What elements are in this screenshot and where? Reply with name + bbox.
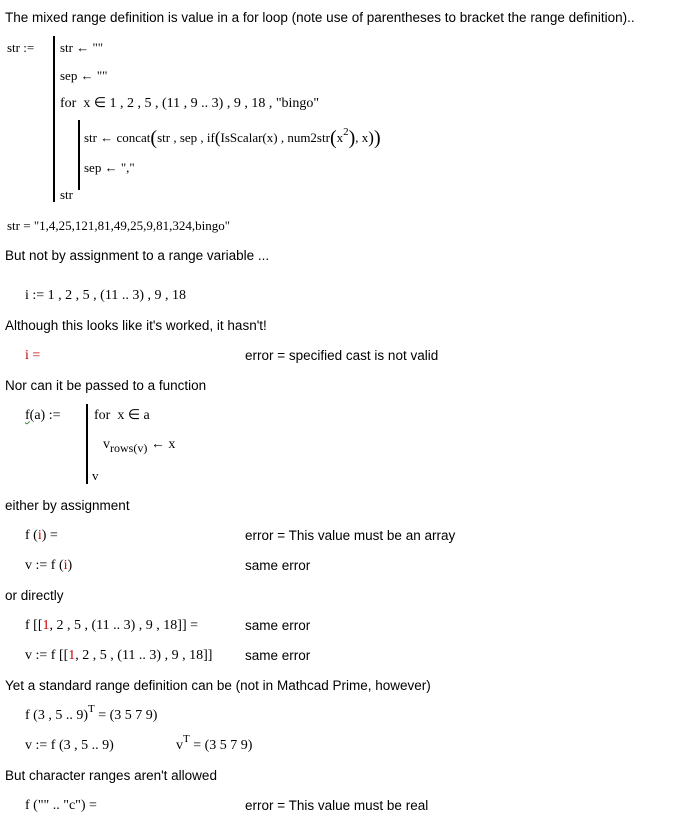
function-lhs: f(a) := [25, 408, 61, 423]
function-line-return: v [92, 468, 99, 483]
error-array: error = This value must be an array [245, 528, 456, 543]
function-line-assign: vrows(v) ← x [103, 437, 176, 455]
program-bar-inner [78, 120, 80, 190]
error-real: error = This value must be real [245, 798, 429, 813]
error-cast: error = specified cast is not valid [245, 348, 439, 363]
v-assign-standard-range[interactable]: v := f (3 , 5 .. 9) [25, 738, 114, 753]
program-line-str-init: str ← "" [60, 40, 104, 55]
error-same-1: same error [245, 558, 311, 573]
text-standard-range: Yet a standard range definition can be (not in Mathcad Prime, however) [5, 678, 431, 693]
program-bar-outer [53, 36, 55, 202]
function-line-for: for x ∈ a [94, 408, 150, 423]
result-str: str = "1,4,25,121,81,49,25,9,81,324,bingo" [7, 218, 231, 233]
text-pass-function: Nor can it be passed to a function [5, 378, 207, 393]
program-line-return: str [60, 187, 73, 202]
error-same-2: same error [245, 618, 311, 633]
text-looks-worked: Although this looks like it's worked, it hasn't! [5, 318, 267, 333]
f-direct-eval[interactable]: f [[1, 2 , 5 , (11 .. 3) , 9 , 18]] = [25, 618, 199, 633]
f-of-i-eval[interactable]: f (i) = [25, 528, 58, 543]
v-transpose-eval[interactable]: $v^T = (3$ 5 7 9) [176, 733, 253, 753]
program-line-concat: str ← concat(str , sep , if(IsScalar(x) , $num2str(x^2)$, x)) [84, 126, 381, 149]
text-by-assignment: either by assignment [5, 498, 130, 513]
program-line-sep-init: sep ← "" [60, 68, 108, 83]
f-standard-range-eval[interactable]: f (3 , 5 .. 9)$^T$ = (3 5 7 9) [25, 703, 158, 723]
program-line-for: for x ∈ 1 , 2 , 5 , (11 , 9 .. 3) , 9 , 18 , "bingo" [60, 96, 320, 111]
intro-text: The mixed range definition is value in a for loop (note use of parentheses to bracket the range definition).. [5, 10, 635, 25]
f-char-range-eval[interactable]: f ("" .. "c") = [25, 798, 97, 813]
text-character-ranges: But character ranges aren't allowed [5, 768, 217, 783]
program-lhs: str := [7, 40, 35, 55]
text-range-variable: But not by assignment to a range variable ... [5, 248, 270, 263]
v-assign-f-of-i[interactable]: v := f (i) [25, 558, 73, 573]
text-directly: or directly [5, 588, 64, 603]
range-variable-definition[interactable]: i := 1 , 2 , 5 , (11 .. 3) , 9 , 18 [25, 288, 186, 303]
error-same-3: same error [245, 648, 311, 663]
v-assign-f-direct[interactable]: v := f [[1, 2 , 5 , (11 .. 3) , 9 , 18]] [25, 648, 213, 663]
function-bar [86, 404, 88, 484]
range-variable-eval[interactable]: i = [25, 348, 41, 363]
program-line-sep-set: sep ← "," [84, 160, 135, 175]
